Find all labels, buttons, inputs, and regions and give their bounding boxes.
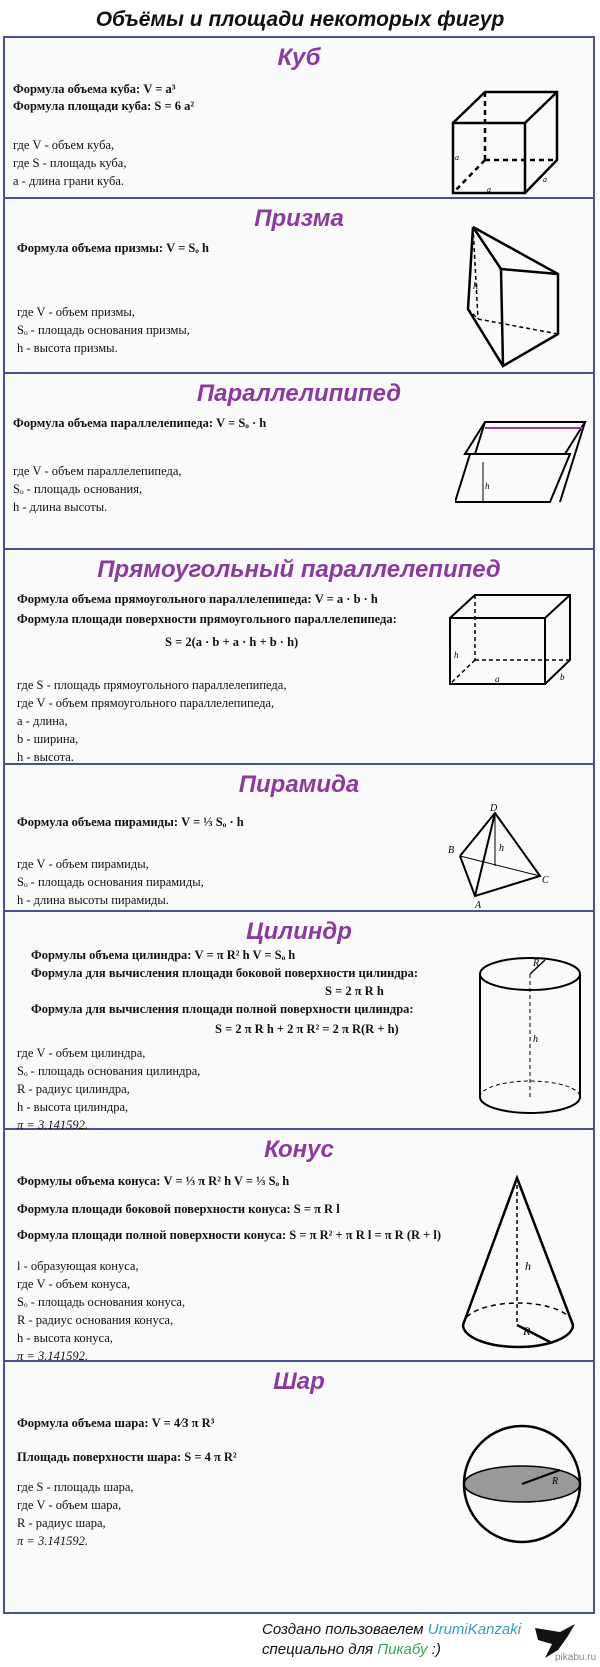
prism-figure <box>453 219 583 369</box>
desc-line: a - длина грани куба. <box>13 174 125 188</box>
formula: Формула площади полной поверхности конуса: S = π R² + π R l = π R (R + l) <box>17 1228 442 1242</box>
section-pyramid <box>5 765 593 912</box>
svg-text:R: R <box>552 1476 559 1487</box>
formula: Формулы объема конуса: V = ⅓ π R² h V = ⅓ Sₒ h <box>17 1174 290 1188</box>
svg-text:h: h <box>525 1259 531 1273</box>
cylinder-figure <box>475 952 590 1122</box>
svg-text:b: b <box>560 672 565 682</box>
cube-figure <box>445 84 590 196</box>
desc-line: R - радиус цилиндра, <box>17 1082 130 1096</box>
section-title: Призма <box>254 205 344 232</box>
section-cone <box>5 1130 593 1362</box>
desc-line: где V - объем цилиндра, <box>17 1046 146 1060</box>
desc-line: Sₒ - площадь основания, <box>13 482 143 496</box>
pyramid-figure <box>445 801 585 911</box>
section-title: Шар <box>273 1368 325 1395</box>
section-title: Куб <box>277 44 321 71</box>
desc-line: Sₒ - площадь основания конуса, <box>17 1295 186 1309</box>
desc-line: a - длина, <box>17 714 68 728</box>
desc-line: Sₒ - площадь основания цилиндра, <box>17 1064 201 1078</box>
desc-line: π = 3.141592. <box>17 1118 88 1132</box>
formula: Площадь поверхности шара: S = 4 π R² <box>17 1450 237 1464</box>
credit-text: :) <box>427 1641 441 1658</box>
section-title: Цилиндр <box>246 918 352 945</box>
desc-line: где V - объем пирамиды, <box>17 857 149 871</box>
desc-line: где V - объем куба, <box>13 138 115 152</box>
formula: Формула для вычисления площади полной поверхности цилиндра: <box>31 1002 414 1016</box>
desc-line: Sₒ - площадь основания призмы, <box>17 323 190 337</box>
formula: Формула площади боковой поверхности конуса: S = π R l <box>17 1202 340 1216</box>
desc-line: R - радиус основания конуса, <box>17 1313 174 1327</box>
svg-text:a: a <box>487 185 491 194</box>
svg-text:R: R <box>533 958 540 969</box>
parallelepiped-figure <box>455 414 590 514</box>
desc-line: где V - объем конуса, <box>17 1277 131 1291</box>
desc-line: h - высота конуса, <box>17 1331 113 1345</box>
section-cube <box>5 38 593 199</box>
section-cylinder <box>5 912 593 1130</box>
rect-parallelepiped-figure <box>445 590 585 690</box>
svg-text:h: h <box>473 281 478 292</box>
svg-text:B: B <box>448 845 455 856</box>
formula: Формула площади куба: S = 6 a² <box>13 99 195 113</box>
desc-line: где S - площадь прямоугольного параллелепипеда, <box>17 678 287 692</box>
section-rect-parallelepiped <box>5 550 593 765</box>
formula: S = 2(a · b + a · h + b · h) <box>165 635 299 649</box>
formula: Формула площади поверхности прямоугольного параллелепипеда: <box>17 612 397 626</box>
desc-line: где S - площадь шара, <box>17 1480 134 1494</box>
desc-line: b - ширина, <box>17 732 79 746</box>
desc-line: где V - объем прямоугольного параллелепипеда, <box>17 696 275 710</box>
section-title: Прямоугольный параллелепипед <box>97 556 501 583</box>
desc-line: где S - площадь куба, <box>13 156 127 170</box>
formula: S = 2 π R h + 2 π R² = 2 π R(R + h) <box>215 1022 399 1036</box>
svg-text:a: a <box>543 175 547 184</box>
desc-line: h - высота. <box>17 750 74 764</box>
desc-line: где V - объем шара, <box>17 1498 122 1512</box>
formula: Формула объема призмы: V = Sₒ h <box>17 241 209 255</box>
section-title: Пирамида <box>238 771 360 798</box>
svg-text:a: a <box>495 674 500 684</box>
formula: S = 2 π R h <box>325 984 384 998</box>
desc-line: где V - объем параллелепипеда, <box>13 464 182 478</box>
formula: Формулы объема цилиндра: V = π R² h V = Sₒ h <box>31 948 296 962</box>
formula: Формула для вычисления площади боковой поверхности цилиндра: <box>31 966 419 980</box>
desc-line: h - длина высоты. <box>13 500 108 514</box>
formula: Формула объема шара: V = 4⁄3 π R³ <box>17 1416 215 1430</box>
svg-text:h: h <box>485 481 490 491</box>
section-parallelepiped <box>5 374 593 550</box>
credits <box>262 1620 521 1660</box>
svg-text:h: h <box>499 843 504 854</box>
svg-text:D: D <box>490 803 498 814</box>
section-prism <box>5 199 593 374</box>
svg-text:a: a <box>455 153 459 162</box>
credit-text: Создано пользоваелем <box>262 1621 428 1638</box>
desc-line: π = 3.141592. <box>17 1349 88 1363</box>
formula: Формула объема прямоугольного параллелепипеда: V = a · b · h <box>17 592 378 606</box>
svg-text:C: C <box>542 875 549 886</box>
svg-text:h: h <box>454 650 459 660</box>
cone-figure <box>455 1170 585 1360</box>
section-sphere <box>5 1362 593 1612</box>
desc-line: h - длина высоты пирамиды. <box>17 893 169 907</box>
desc-line: Sₒ - площадь основания пирамиды, <box>17 875 204 889</box>
author-name: UrumiKanzaki <box>427 1621 522 1638</box>
formula: Формула объема пирамиды: V = ⅓ Sₒ · h <box>17 815 244 829</box>
desc-line: l - образующая конуса, <box>17 1259 139 1273</box>
desc-line: h - высота цилиндра, <box>17 1100 129 1114</box>
desc-line: π = 3.141592. <box>17 1534 88 1548</box>
figures-frame <box>3 36 595 1614</box>
svg-text:h: h <box>533 1034 538 1045</box>
svg-text:R: R <box>523 1324 531 1338</box>
watermark: pikabu.ru <box>555 1652 597 1663</box>
desc-line: где V - объем призмы, <box>17 305 135 319</box>
site-name: Пикабу <box>377 1641 428 1658</box>
desc-line: h - высота призмы. <box>17 341 118 355</box>
formula: Формула объема параллелепипеда: V = Sₒ · h <box>13 416 267 430</box>
section-title: Параллелипипед <box>196 380 402 407</box>
credit-text: специально для <box>262 1641 378 1658</box>
section-title: Конус <box>264 1136 334 1163</box>
formula: Формула объема куба: V = a³ <box>13 82 176 96</box>
page-title: Объёмы и площади некоторых фигур <box>95 8 505 31</box>
sphere-figure <box>460 1422 585 1547</box>
desc-line: R - радиус шара, <box>17 1516 106 1530</box>
svg-text:A: A <box>475 900 482 911</box>
